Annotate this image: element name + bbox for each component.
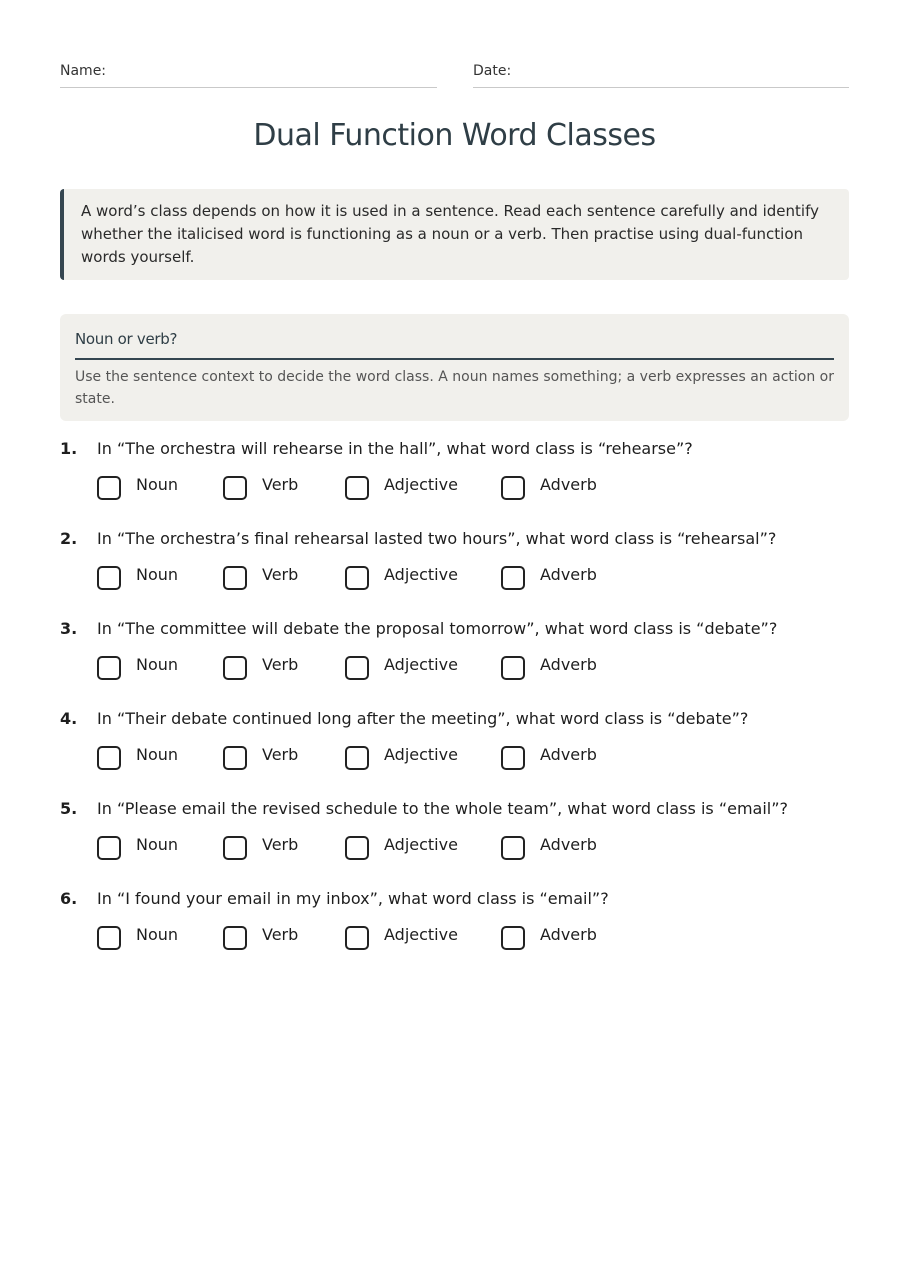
option-label: Noun xyxy=(136,565,179,584)
question-6 xyxy=(60,888,849,968)
option-label: Adverb xyxy=(540,475,597,494)
checkbox[interactable] xyxy=(345,746,369,770)
option-label: Verb xyxy=(262,655,299,674)
option-label: Verb xyxy=(262,745,299,764)
option-label: Adverb xyxy=(540,655,597,674)
question-text: In “Please email the revised schedule to the whole team”, what word class is “email”? xyxy=(97,799,789,818)
checkbox[interactable] xyxy=(223,566,247,590)
checkbox[interactable] xyxy=(97,926,121,950)
question-1 xyxy=(60,438,849,518)
checkbox[interactable] xyxy=(501,656,525,680)
checkbox[interactable] xyxy=(223,836,247,860)
section-box xyxy=(60,314,849,421)
question-2 xyxy=(60,528,849,608)
checkbox[interactable] xyxy=(501,746,525,770)
student-fields xyxy=(60,60,849,90)
question-number: 6. xyxy=(60,889,78,908)
checkbox[interactable] xyxy=(501,566,525,590)
option-label: Verb xyxy=(262,835,299,854)
checkbox[interactable] xyxy=(345,566,369,590)
question-number: 1. xyxy=(60,439,78,458)
checkbox[interactable] xyxy=(97,566,121,590)
question-number: 4. xyxy=(60,709,78,728)
checkbox[interactable] xyxy=(223,926,247,950)
date-field[interactable] xyxy=(473,60,849,88)
option-label: Verb xyxy=(262,565,299,584)
checkbox[interactable] xyxy=(223,656,247,680)
checkbox[interactable] xyxy=(223,476,247,500)
checkbox[interactable] xyxy=(345,476,369,500)
question-number: 5. xyxy=(60,799,78,818)
name-label: Name: xyxy=(60,63,107,79)
option-label: Noun xyxy=(136,925,179,944)
question-number: 2. xyxy=(60,529,78,548)
checkbox[interactable] xyxy=(345,656,369,680)
date-label: Date: xyxy=(473,63,512,79)
checkbox[interactable] xyxy=(345,836,369,860)
question-3 xyxy=(60,618,849,698)
question-5 xyxy=(60,798,849,878)
question-number: 3. xyxy=(60,619,78,638)
question-text: In “Their debate continued long after the meeting”, what word class is “debate”? xyxy=(97,709,749,728)
option-label: Adverb xyxy=(540,925,597,944)
question-4 xyxy=(60,708,849,788)
intro-text: A word’s class depends on how it is used in a sentence. Read each sentence carefully and identify whether the italicised word is functioning as a noun or a verb. Then practise using dual-function words yourself. xyxy=(81,202,819,266)
option-label: Adjective xyxy=(384,835,458,854)
name-field[interactable] xyxy=(60,60,437,88)
checkbox[interactable] xyxy=(345,926,369,950)
question-text: In “The committee will debate the proposal tomorrow”, what word class is “debate”? xyxy=(97,619,778,638)
checkbox[interactable] xyxy=(97,476,121,500)
option-label: Adjective xyxy=(384,925,458,944)
checkbox[interactable] xyxy=(501,476,525,500)
option-label: Adjective xyxy=(384,655,458,674)
option-label: Adverb xyxy=(540,745,597,764)
checkbox[interactable] xyxy=(97,656,121,680)
question-text: In “The orchestra’s final rehearsal lasted two hours”, what word class is “rehearsal”? xyxy=(97,529,777,548)
option-label: Verb xyxy=(262,475,299,494)
option-label: Verb xyxy=(262,925,299,944)
checkbox[interactable] xyxy=(223,746,247,770)
option-label: Noun xyxy=(136,835,179,854)
option-label: Adverb xyxy=(540,565,597,584)
checkbox[interactable] xyxy=(97,746,121,770)
option-label: Adjective xyxy=(384,745,458,764)
intro-box xyxy=(60,189,849,280)
option-label: Noun xyxy=(136,655,179,674)
option-label: Adjective xyxy=(384,475,458,494)
option-label: Noun xyxy=(136,745,179,764)
option-label: Adverb xyxy=(540,835,597,854)
page-title: Dual Function Word Classes xyxy=(253,118,656,153)
question-text: In “The orchestra will rehearse in the hall”, what word class is “rehearse”? xyxy=(97,439,693,458)
checkbox[interactable] xyxy=(501,836,525,860)
checkbox[interactable] xyxy=(97,836,121,860)
checkbox[interactable] xyxy=(501,926,525,950)
option-label: Noun xyxy=(136,475,179,494)
option-label: Adjective xyxy=(384,565,458,584)
section-description: Use the sentence context to decide the word class. A noun names something; a verb expresses an action or state. xyxy=(75,369,834,407)
section-title: Noun or verb? xyxy=(75,328,834,360)
question-text: In “I found your email in my inbox”, what word class is “email”? xyxy=(97,889,609,908)
